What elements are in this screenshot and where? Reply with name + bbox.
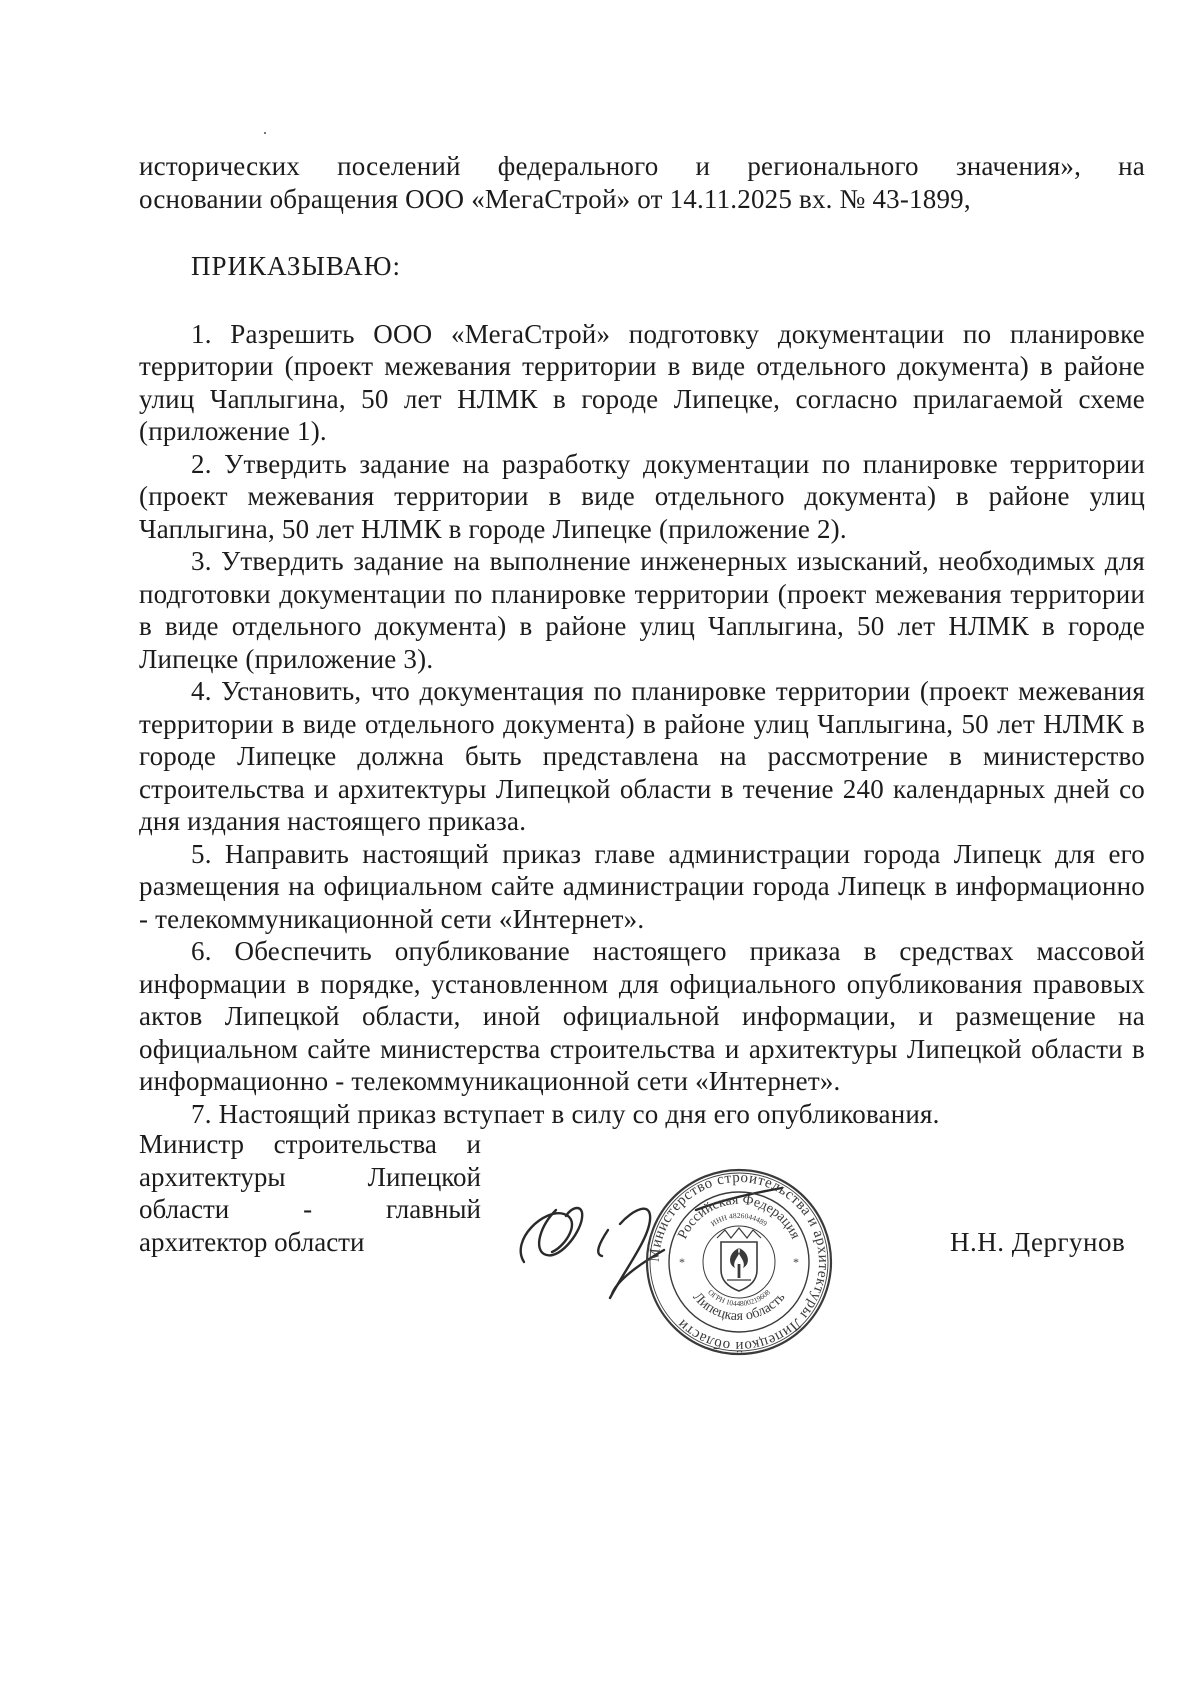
signer-name: Н.Н. Дергунов	[950, 1227, 1126, 1257]
seal-country-text: Российская Федерация	[675, 1192, 803, 1242]
order-heading: ПРИКАЗЫВАЮ:	[191, 251, 401, 281]
signer-position-line: архитектор области	[139, 1226, 365, 1257]
seal-inn-text: ИНН 4826044489	[709, 1210, 769, 1229]
order-item-3: 3. Утвердить задание на выполнение инженерных изысканий, необходимых для подготовки документации по планировке территории (проект межевания территории в виде отдельного документа) в районе улиц Чаплыгина, 50 лет НЛМК в городе Липецке (приложение 3).	[139, 546, 1145, 674]
order-item-1: 1. Разрешить ООО «МегаСтрой» подготовку документации по планировке территории (проект межевания территории в виде отдельного документа) в районе улиц Чаплыгина, 50 лет НЛМК в городе Липецке, согласно прилагаемой схеме (приложение 1).	[139, 318, 1145, 446]
order-item-7: 7. Настоящий приказ вступает в силу со дня его опубликования.	[191, 1098, 940, 1129]
order-item-6: 6. Обеспечить опубликование настоящего приказа в средствах массовой информации в порядке, установленном для официального опубликования правовых актов Липецкой области, иной официальной информации, и размещение на официальном сайте министерства строительства и архитектуры Липецкой области в информационно - телекоммуникационной сети «Интернет».	[139, 936, 1145, 1096]
seal-star-right: *	[793, 1255, 799, 1269]
order-item-2: 2. Утвердить задание на разработку документации по планировке территории (проект межевания территории в виде отдельного документа) в районе улиц Чаплыгина, 50 лет НЛМК в городе Липецке (приложение 2).	[139, 448, 1145, 544]
seal-ogrn-text: ОГРН 1044800219608	[706, 1287, 772, 1309]
order-item-4: 4. Установить, что документация по планировке территории (проект межевания территории в виде отдельного документа) в районе улиц Чаплыгина, 50 лет НЛМК в городе Липецке должна быть представлена на рассмотрение в министерство строительства и архитектуры Липецкой области в течение 240 календарных дней со дня издания настоящего приказа.	[139, 676, 1145, 836]
official-seal	[645, 1168, 833, 1356]
order-item-5: 5. Направить настоящий приказ главе администрации города Липецк для его размещения на официальном сайте администрации города Липецк в информационно - телекоммуникационной сети «Интернет».	[139, 838, 1145, 934]
signer-position	[139, 1128, 481, 1258]
scan-speck	[264, 132, 266, 134]
order-body	[139, 150, 1145, 1130]
signer-position-line: архитектуры Липецкой	[139, 1161, 481, 1192]
signer-position-line: Министр строительства и	[139, 1129, 481, 1159]
seal-region-text: Липецкая область	[689, 1289, 789, 1325]
seal-outer-text: Министерство строительства и архитектуры Липецкой области	[646, 1169, 832, 1355]
intro-line-1: исторических поселений федерального и регионального значения», на	[139, 151, 1145, 181]
signer-position-line: области - главный	[139, 1194, 481, 1224]
coat-of-arms-icon	[717, 1228, 761, 1291]
seal-star-left: *	[679, 1255, 685, 1269]
intro-line-2: основании обращения ООО «МегаСтрой» от 14.11.2025 вх. № 43-1899,	[139, 183, 971, 214]
